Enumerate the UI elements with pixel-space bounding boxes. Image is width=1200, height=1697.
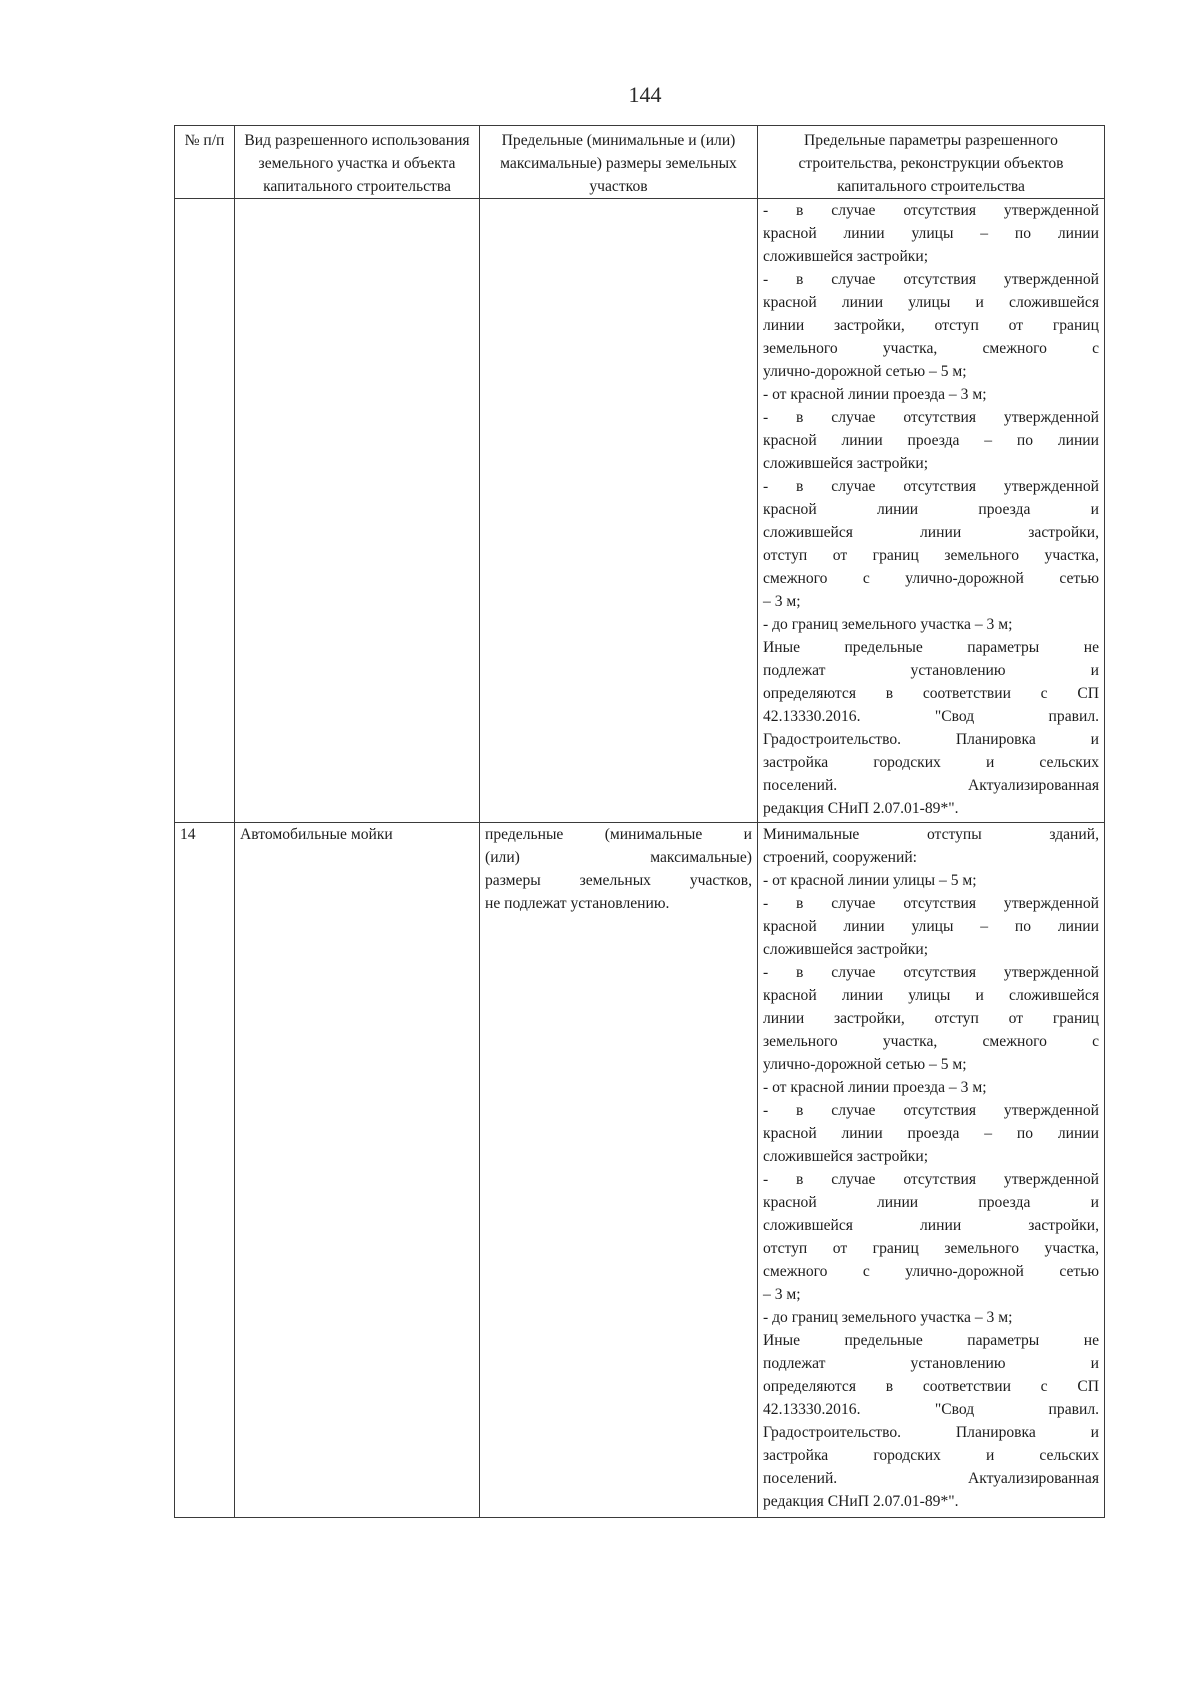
- param-line: застройка городских и сельских: [763, 754, 1099, 771]
- param-line: сложившейся линии застройки,: [763, 524, 1099, 541]
- cell-plot-size: [480, 199, 758, 823]
- param-line: улично-дорожной сетью – 5 м;: [763, 363, 967, 380]
- param-line: - в случае отсутствия утвержденной: [763, 895, 1099, 912]
- plot-size-line: предельные (минимальные и: [485, 826, 752, 843]
- param-line: определяются в соответствии с СП: [763, 1378, 1099, 1395]
- param-line: земельного участка, смежного с: [763, 1033, 1099, 1050]
- param-line: редакция СНиП 2.07.01-89*".: [763, 800, 959, 817]
- param-line: сложившейся застройки;: [763, 941, 929, 958]
- param-line: сложившейся застройки;: [763, 1148, 929, 1165]
- param-line: красной линии улицы – по линии: [763, 918, 1099, 935]
- cell-params: [758, 823, 1105, 1518]
- param-line: – 3 м;: [763, 593, 801, 610]
- param-line: 42.13330.2016. "Свод правил.: [763, 708, 1099, 725]
- table-header-row: [175, 126, 1105, 199]
- plot-size-line: размеры земельных участков,: [485, 872, 752, 889]
- param-line: Иные предельные параметры не: [763, 1332, 1099, 1349]
- param-line: – 3 м;: [763, 1286, 801, 1303]
- param-line: - в случае отсутствия утвержденной: [763, 1171, 1099, 1188]
- cell-use-type: [235, 199, 480, 823]
- param-line: красной линии проезда – по линии: [763, 432, 1099, 449]
- header-number: № п/п: [175, 126, 235, 199]
- param-line: - до границ земельного участка – 3 м;: [763, 1309, 1013, 1326]
- param-line: красной линии проезда и: [763, 501, 1099, 518]
- cell-number: [175, 199, 235, 823]
- param-line: - в случае отсутствия утвержденной: [763, 478, 1099, 495]
- param-line: улично-дорожной сетью – 5 м;: [763, 1056, 967, 1073]
- param-line: поселений. Актуализированная: [763, 777, 1099, 794]
- params-text: [763, 823, 1099, 1513]
- param-line: линии застройки, отступ от границ: [763, 317, 1099, 334]
- param-line: Градостроительство. Планировка и: [763, 1424, 1099, 1441]
- param-line: сложившейся застройки;: [763, 248, 929, 265]
- param-line: сложившейся линии застройки,: [763, 1217, 1099, 1234]
- param-line: - от красной линии проезда – 3 м;: [763, 1079, 987, 1096]
- param-line: отступ от границ земельного участка,: [763, 547, 1099, 564]
- param-line: Иные предельные параметры не: [763, 639, 1099, 656]
- param-line: - от красной линии проезда – 3 м;: [763, 386, 987, 403]
- param-line: - до границ земельного участка – 3 м;: [763, 616, 1013, 633]
- param-line: - в случае отсутствия утвержденной: [763, 271, 1099, 288]
- cell-params: [758, 199, 1105, 823]
- params-text: [763, 199, 1099, 820]
- param-line: - от красной линии улицы – 5 м;: [763, 872, 977, 889]
- cell-number: 14: [175, 823, 235, 1518]
- param-line: сложившейся застройки;: [763, 455, 929, 472]
- param-line: Градостроительство. Планировка и: [763, 731, 1099, 748]
- param-line: 42.13330.2016. "Свод правил.: [763, 1401, 1099, 1418]
- param-line: застройка городских и сельских: [763, 1447, 1099, 1464]
- param-line: - в случае отсутствия утвержденной: [763, 202, 1099, 219]
- param-line: - в случае отсутствия утвержденной: [763, 409, 1099, 426]
- param-line: красной линии улицы и сложившейся: [763, 294, 1099, 311]
- table-row-14: [175, 823, 1105, 1518]
- page-number: 144: [628, 82, 662, 107]
- table-row-continued: [175, 199, 1105, 823]
- param-line: редакция СНиП 2.07.01-89*".: [763, 1493, 959, 1510]
- plot-size-line: (или) максимальные): [485, 849, 752, 866]
- param-line: подлежат установлению и: [763, 662, 1099, 679]
- param-line: подлежат установлению и: [763, 1355, 1099, 1372]
- param-line: поселений. Актуализированная: [763, 1470, 1099, 1487]
- param-line: - в случае отсутствия утвержденной: [763, 1102, 1099, 1119]
- header-use-type: Вид разрешенного использования земельного участка и объекта капитального строительства: [235, 126, 480, 199]
- param-line: строений, сооружений:: [763, 849, 918, 866]
- plot-size-line: не подлежат установлению.: [485, 895, 670, 912]
- param-line: красной линии улицы и сложившейся: [763, 987, 1099, 1004]
- zoning-parameters-table: [174, 125, 1105, 1518]
- param-line: отступ от границ земельного участка,: [763, 1240, 1099, 1257]
- header-params: Предельные параметры разрешенного строительства, реконструкции объектов капитального строительства: [758, 126, 1105, 199]
- param-line: красной линии проезда – по линии: [763, 1125, 1099, 1142]
- param-line: Минимальные отступы зданий,: [763, 826, 1099, 843]
- param-line: земельного участка, смежного с: [763, 340, 1099, 357]
- plot-size-text: [485, 823, 752, 915]
- param-line: смежного с улично-дорожной сетью: [763, 1263, 1099, 1280]
- param-line: определяются в соответствии с СП: [763, 685, 1099, 702]
- param-line: смежного с улично-дорожной сетью: [763, 570, 1099, 587]
- param-line: линии застройки, отступ от границ: [763, 1010, 1099, 1027]
- cell-plot-size: [480, 823, 758, 1518]
- param-line: красной линии проезда и: [763, 1194, 1099, 1211]
- param-line: - в случае отсутствия утвержденной: [763, 964, 1099, 981]
- cell-use-type: Автомобильные мойки: [235, 823, 480, 1518]
- param-line: красной линии улицы – по линии: [763, 225, 1099, 242]
- header-plot-size: Предельные (минимальные и (или) максимальные) размеры земельных участков: [480, 126, 758, 199]
